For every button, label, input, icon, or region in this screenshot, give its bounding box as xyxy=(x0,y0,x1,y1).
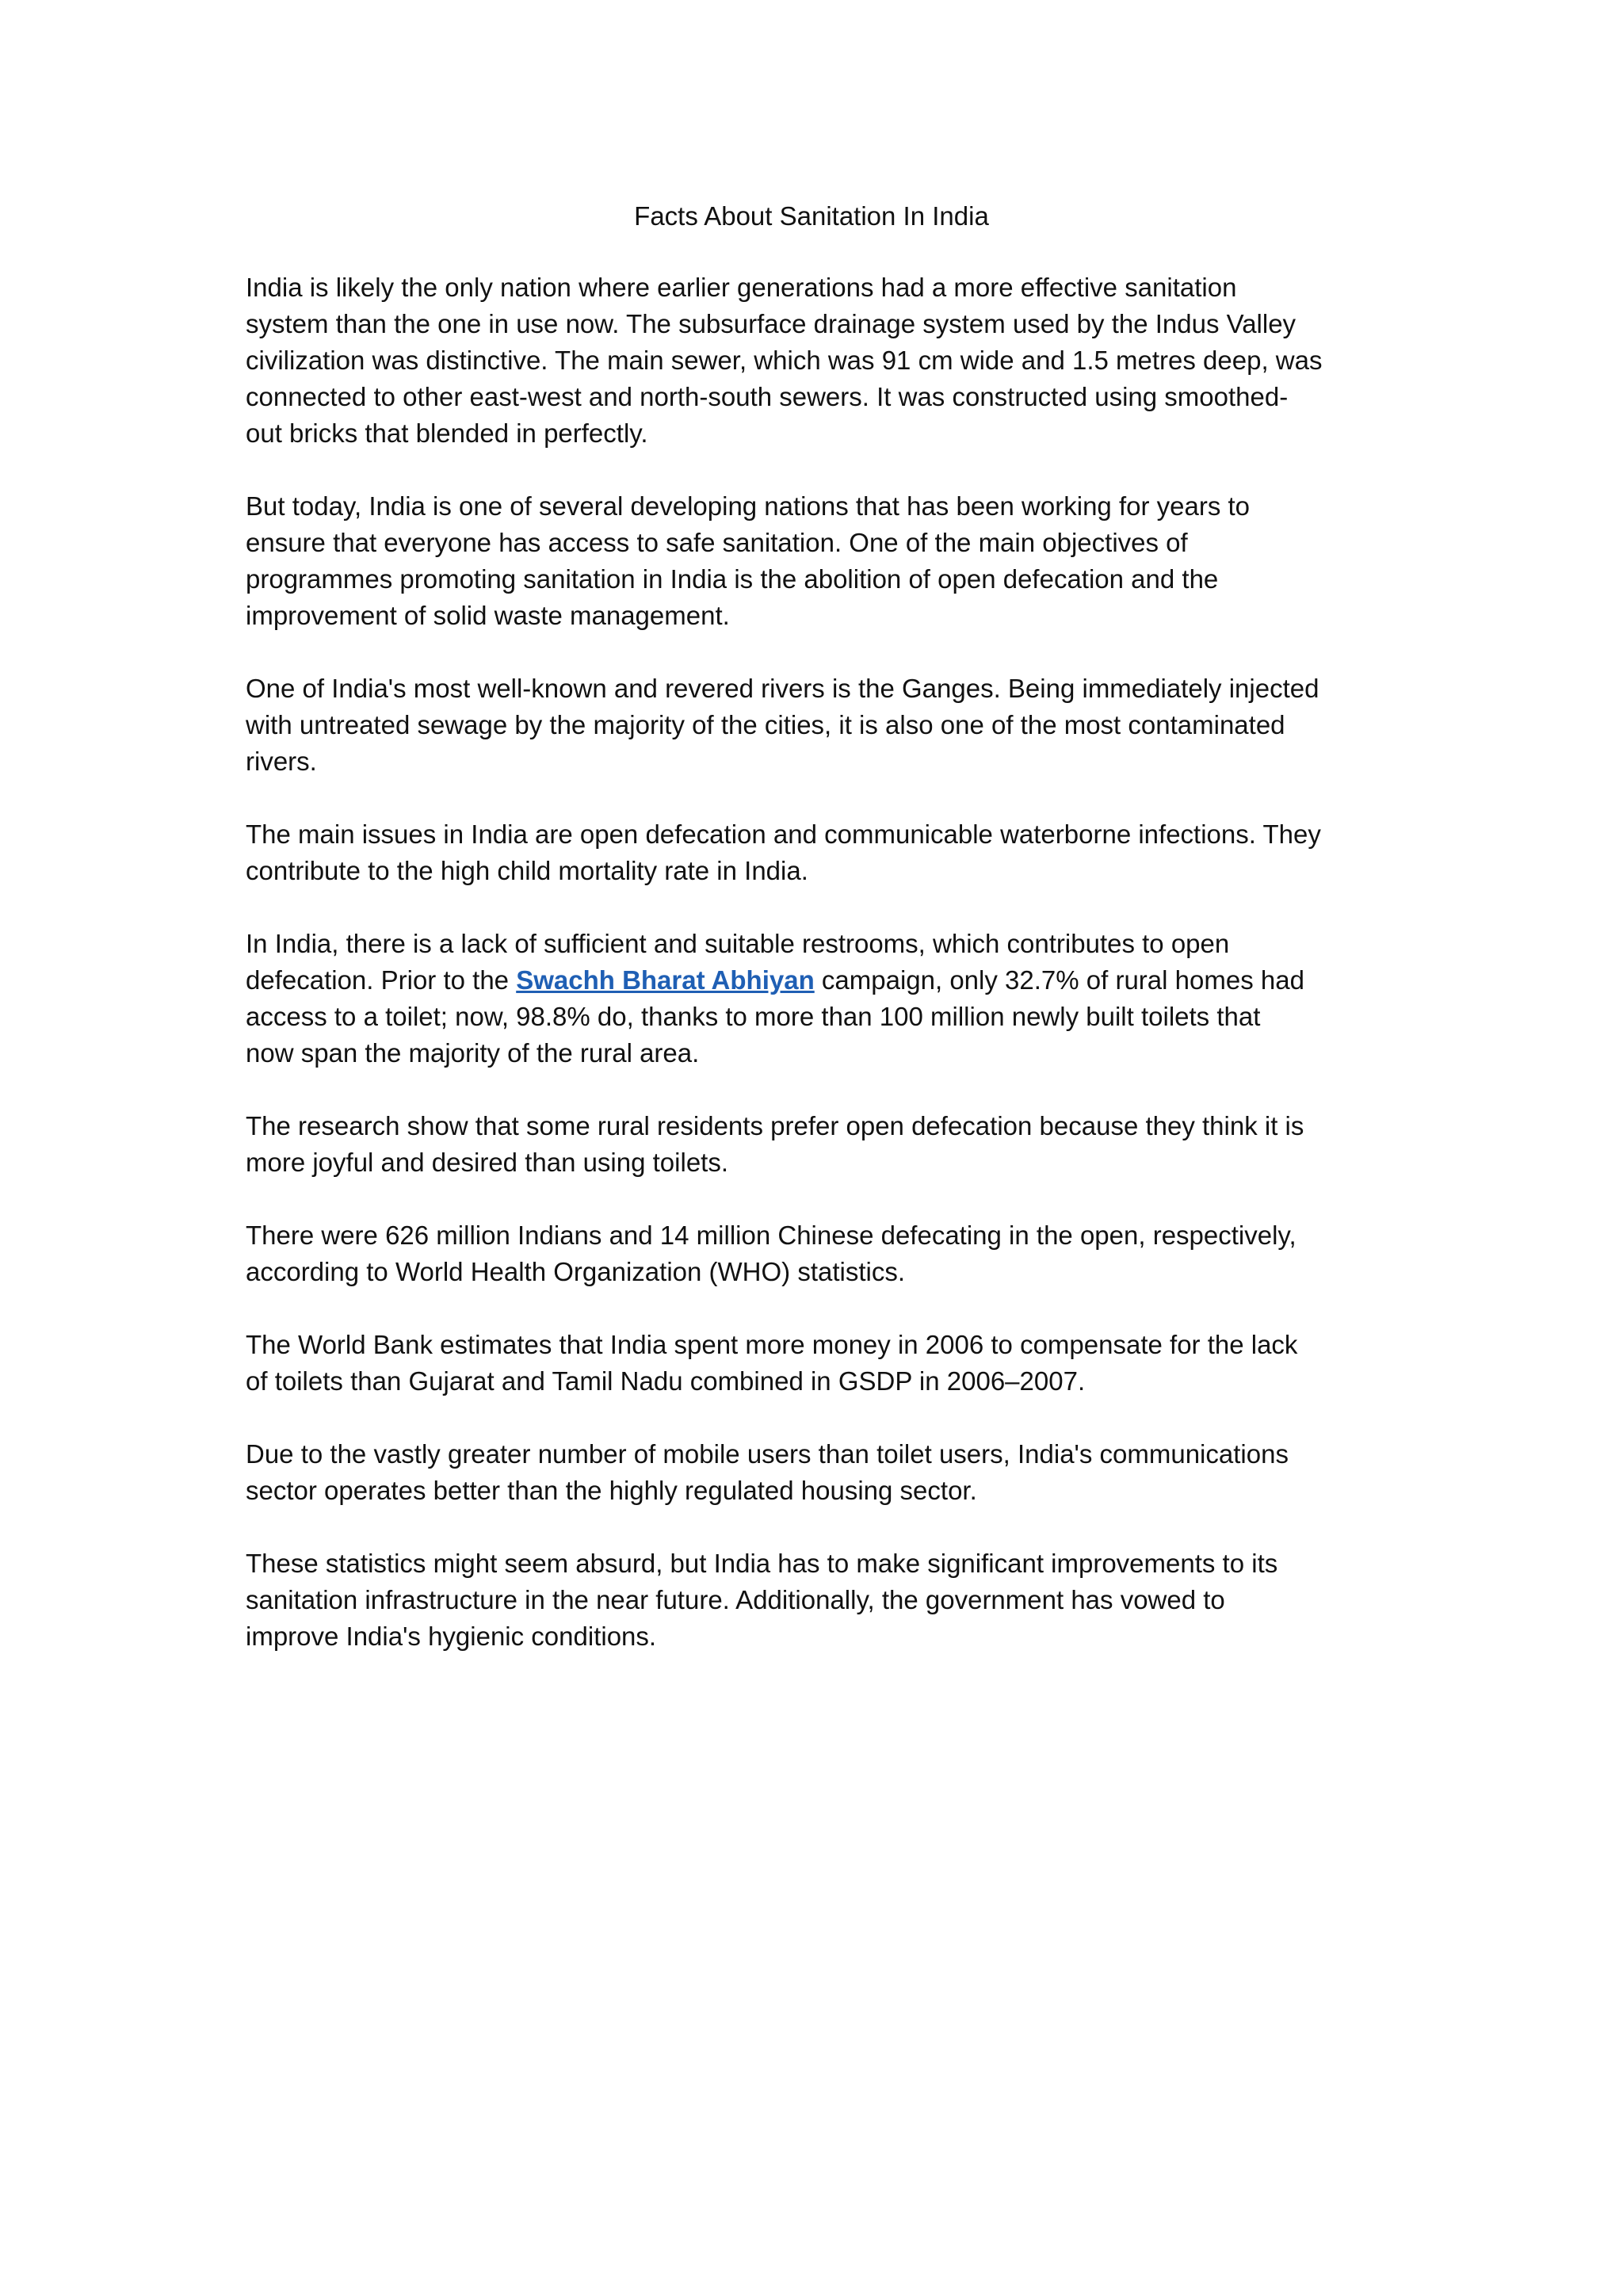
paragraph-line: There were 626 million Indians and 14 million Chinese defecating in the open, respectively, xyxy=(246,1221,1296,1250)
paragraph-line: The World Bank estimates that India spent more money in 2006 to compensate for the lack xyxy=(246,1330,1298,1359)
paragraph-research xyxy=(246,1108,1387,1181)
paragraph-ganges xyxy=(246,670,1387,780)
paragraph-line: out bricks that blended in perfectly. xyxy=(246,418,648,448)
document-body xyxy=(246,269,1387,1691)
paragraph-line: more joyful and desired than using toilets. xyxy=(246,1148,729,1177)
document-title: Facts About Sanitation In India xyxy=(634,201,989,231)
paragraph-line: improve India's hygienic conditions. xyxy=(246,1622,657,1651)
paragraph-line: improvement of solid waste management. xyxy=(246,601,730,630)
swachh-bharat-abhiyan-link[interactable]: Swachh Bharat Abhiyan xyxy=(516,965,815,995)
paragraph-conclusion xyxy=(246,1545,1387,1655)
paragraph-line: sector operates better than the highly regulated housing sector. xyxy=(246,1476,977,1505)
paragraph-who-statistics xyxy=(246,1217,1387,1290)
paragraph-line: One of India's most well-known and revered rivers is the Ganges. Being immediately injected xyxy=(246,674,1319,703)
paragraph-text: defecation. Prior to the xyxy=(246,965,517,995)
paragraph-line: But today, India is one of several developing nations that has been working for years to xyxy=(246,491,1251,521)
paragraph-line: connected to other east-west and north-south sewers. It was constructed using smoothed- xyxy=(246,382,1289,411)
paragraph-line: rivers. xyxy=(246,747,317,776)
paragraph-line: Due to the vastly greater number of mobile users than toilet users, India's communications xyxy=(246,1439,1289,1469)
paragraph-line: system than the one in use now. The subsurface drainage system used by the Indus Valley xyxy=(246,309,1296,338)
paragraph-line: India is likely the only nation where earlier generations had a more effective sanitation xyxy=(246,273,1237,302)
paragraph-line: according to World Health Organization (WHO) statistics. xyxy=(246,1257,906,1286)
paragraph-line: contribute to the high child mortality rate in India. xyxy=(246,856,808,885)
paragraph-developing-nations xyxy=(246,488,1387,634)
paragraph-line xyxy=(246,962,1387,999)
paragraph-communications xyxy=(246,1436,1387,1509)
paragraph-line: These statistics might seem absurd, but India has to make significant improvements to its xyxy=(246,1549,1278,1578)
paragraph-main-issues xyxy=(246,816,1387,889)
paragraph-line: access to a toilet; now, 98.8% do, thanks to more than 100 million newly built toilets that xyxy=(246,1002,1261,1031)
paragraph-line: The main issues in India are open defecation and communicable waterborne infections. They xyxy=(246,819,1321,849)
paragraph-line: programmes promoting sanitation in India is the abolition of open defecation and the xyxy=(246,564,1219,594)
paragraph-world-bank xyxy=(246,1327,1387,1400)
paragraph-line: with untreated sewage by the majority of the cities, it is also one of the most contaminated xyxy=(246,710,1285,739)
paragraph-line: of toilets than Gujarat and Tamil Nadu combined in GSDP in 2006–2007. xyxy=(246,1366,1086,1396)
paragraph-restrooms xyxy=(246,926,1387,1072)
paragraph-line: civilization was distinctive. The main sewer, which was 91 cm wide and 1.5 metres deep, was xyxy=(246,346,1323,375)
paragraph-line: In India, there is a lack of sufficient and suitable restrooms, which contributes to open xyxy=(246,929,1230,958)
paragraph-indus-valley xyxy=(246,269,1387,452)
paragraph-line: sanitation infrastructure in the near future. Additionally, the government has vowed to xyxy=(246,1585,1225,1614)
paragraph-line: ensure that everyone has access to safe sanitation. One of the main objectives of xyxy=(246,528,1188,557)
paragraph-line: The research show that some rural residents prefer open defecation because they think it is xyxy=(246,1111,1304,1140)
paragraph-line: now span the majority of the rural area. xyxy=(246,1038,700,1068)
paragraph-text: campaign, only 32.7% of rural homes had xyxy=(814,965,1304,995)
